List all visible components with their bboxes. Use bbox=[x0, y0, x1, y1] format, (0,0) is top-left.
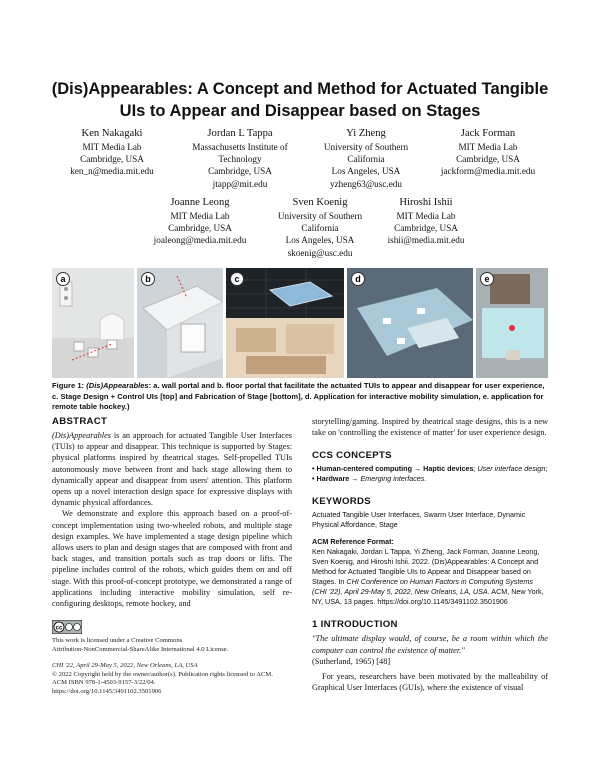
author-name: Jack Forman bbox=[460, 128, 516, 139]
left-column bbox=[52, 416, 292, 609]
teaser-figure bbox=[52, 268, 548, 378]
author-name: Joanne Leong bbox=[170, 197, 230, 208]
ccs-arrow-1: → Haptic devices bbox=[411, 464, 474, 474]
figure-panel-d bbox=[347, 268, 473, 378]
author-affiliation: University of Southern bbox=[323, 142, 409, 152]
author-block bbox=[176, 127, 304, 190]
ref-end: ACM, New York, NY, USA, 13 pages. https://doi.org/10.1145/3491102.3501906 bbox=[312, 587, 544, 607]
author-affiliation: MIT Media Lab bbox=[458, 142, 518, 152]
isbn-line: ACM ISBN 978-1-4503-9157-3/22/04. bbox=[52, 679, 156, 687]
author-location: Cambridge, USA bbox=[208, 166, 272, 177]
panel-label-e: e bbox=[480, 272, 494, 286]
author-block bbox=[428, 127, 548, 178]
author-block bbox=[260, 196, 380, 259]
author-email: jtapp@mit.edu bbox=[212, 178, 268, 189]
author-name: Sven Koenig bbox=[292, 197, 348, 208]
conference-line: CHI '22, April 29-May 5, 2022, New Orleans, LA, USA bbox=[52, 662, 198, 669]
abstract-italic: (Dis)Appearables bbox=[52, 431, 111, 440]
panel-label-b: b bbox=[141, 272, 155, 286]
author-location: Los Angeles, USA bbox=[285, 235, 355, 246]
license-line-1: This work is licensed under a Creative Commons bbox=[52, 637, 183, 644]
author-location: Cambridge, USA bbox=[168, 223, 232, 234]
caption-italic: (Dis)Appearables bbox=[86, 381, 149, 390]
author-location: Cambridge, USA bbox=[394, 223, 458, 234]
cc-badge bbox=[52, 620, 82, 634]
author-affiliation: Massachusetts Institute of bbox=[192, 142, 288, 152]
ccs-bold-2: • Hardware bbox=[312, 474, 350, 484]
caption-text: : a. wall portal and b. floor portal that facilitate the actuated TUIs to appear and disappear for user experience, c. Stage Design + Control UIs [top] and Fabrication of Stage [bottom], d. Application for interactive mobility simulation, e. application for remote table hockey.) bbox=[52, 381, 545, 412]
ccs-italic-1: ; User interface design bbox=[473, 464, 546, 474]
author-block bbox=[306, 127, 426, 190]
title-line-2: UIs to Appear and Disappear based on Stages bbox=[119, 102, 481, 120]
author-affiliation-2: California bbox=[347, 154, 385, 165]
cc-text: cc bbox=[55, 625, 63, 632]
stage-design-illustration bbox=[226, 268, 344, 378]
ccs-separator: ; bbox=[545, 464, 548, 474]
figure-panel-b bbox=[137, 268, 223, 378]
abstract-paragraph-2: We demonstrate and explore this approach based on a proof-of-concept implementation using two-wheeled robots, and multiple stage design examples. We have implemented a stage design pipeline which allows users to plan and design stages that are composed with front and back stages, and transition portals such as trap doors or lifts. The pipeline includes control of the robots, which guides them on and off stage. With this proof-of-concept prototype, we demonstrated a range of applications including interactive mobility simulation, self re-configuring desktops, remote hockey, and bbox=[52, 509, 292, 609]
panel-label-d: d bbox=[351, 272, 365, 286]
author-name: Yi Zheng bbox=[346, 128, 386, 139]
ccs-heading: CCS CONCEPTS bbox=[312, 450, 392, 462]
figure-caption bbox=[52, 381, 548, 413]
creative-commons-icon bbox=[52, 620, 82, 634]
author-email: yzheng63@usc.edu bbox=[330, 178, 402, 189]
acm-ref-heading: ACM Reference Format: bbox=[312, 537, 394, 547]
ccs-italic-2: → Emerging interfaces. bbox=[349, 474, 427, 484]
author-email: jackform@media.mit.edu bbox=[440, 166, 536, 177]
keywords-heading: KEYWORDS bbox=[312, 496, 371, 508]
author-affiliation: MIT Media Lab bbox=[170, 211, 230, 221]
doi-line: https://doi.org/10.1145/3491102.3501906 bbox=[52, 687, 162, 695]
caption-prefix: Figure 1: bbox=[52, 381, 87, 390]
introduction-heading: 1 INTRODUCTION bbox=[312, 619, 398, 631]
figure-panel-e bbox=[476, 268, 548, 378]
ccs-bold-1: • Human-centered computing bbox=[312, 464, 412, 474]
right-column bbox=[312, 416, 548, 693]
intro-paragraph: For years, researchers have been motivated by the malleability of Graphical User Interfaces (GUIs), where the existence of visual bbox=[312, 672, 548, 693]
abstract-continuation: storytelling/gaming. Inspired by theatrical stage designs, this is a new take on 'controlling the existence of matter' for user experience design. bbox=[312, 417, 548, 438]
abstract-p1-text: is an approach for actuated Tangible User Interfaces (TUIs) to appear and disappear. This technique is supported by Stages: physical platforms inspired by theatrical stages. Self-propelled TUIs autonomously move between front and back stage allowing them to dynamically appear and disappear from users' attention. This platform opens up a novel interaction design space for expressive displays with dynamic physical affordances. bbox=[52, 431, 292, 508]
acm-reference bbox=[312, 547, 548, 607]
footer-info bbox=[52, 662, 292, 696]
ref-text: Ken Nakagaki, Jordan L Tappa, Yi Zheng, Jack Forman, Joanne Leong, Sven Koenig, and Hiroshi Ishii. 2022. (Dis)Appearables: A Concept and Method for Actuated Tangible UIs to Appear and Disappear based on Stages. In bbox=[312, 547, 540, 587]
author-affiliation: MIT Media Lab bbox=[82, 142, 142, 152]
quote-source: (Sutherland, 1965) [48] bbox=[312, 656, 391, 666]
author-email: joaleong@media.mit.edu bbox=[153, 235, 247, 246]
license-line-2: Attribution-NonCommercial-ShareAlike International 4.0 License. bbox=[52, 645, 229, 653]
title-line-1: (Dis)Appearables: A Concept and Method for Actuated Tangible bbox=[51, 80, 549, 98]
ref-italic: CHI Conference on Human Factors in Computing Systems (CHI '22), April 29-May 5, 2022, New Orleans, LA, USA. bbox=[312, 577, 533, 597]
author-email: ishii@media.mit.edu bbox=[387, 235, 465, 246]
author-location: Cambridge, USA bbox=[456, 154, 520, 165]
author-affiliation: MIT Media Lab bbox=[396, 211, 456, 221]
author-name: Ken Nakagaki bbox=[81, 128, 143, 139]
intro-quote: "The ultimate display would, of course, be a room within which the computer can control the existence of matter." bbox=[312, 634, 548, 655]
mobility-simulation-illustration bbox=[347, 268, 473, 378]
author-affiliation-2: Technology bbox=[218, 154, 262, 165]
author-block bbox=[140, 196, 260, 247]
figure-panel-a bbox=[52, 268, 134, 378]
ccs-concepts bbox=[312, 464, 548, 484]
keywords-text: Actuated Tangible User Interfaces, Swarm User Interface, Dynamic Physical Affordance, Stage bbox=[312, 510, 526, 530]
author-block bbox=[52, 127, 172, 178]
figure-panel-c bbox=[226, 268, 344, 378]
license-note bbox=[52, 637, 292, 654]
author-affiliation: University of Southern bbox=[277, 211, 363, 221]
paper-title bbox=[40, 78, 560, 122]
panel-label-c: c bbox=[230, 272, 244, 286]
abstract-heading: ABSTRACT bbox=[52, 416, 108, 427]
author-email: ken_n@media.mit.edu bbox=[70, 166, 154, 177]
abstract-paragraph-1 bbox=[52, 430, 292, 508]
author-affiliation-2: California bbox=[301, 223, 339, 234]
author-name: Jordan L Tappa bbox=[207, 128, 273, 139]
copyright-line: © 2022 Copyright held by the owner/author(s). Publication rights licensed to ACM. bbox=[52, 670, 273, 678]
author-email: skoenig@usc.edu bbox=[287, 247, 353, 258]
author-location: Cambridge, USA bbox=[80, 154, 144, 165]
author-location: Los Angeles, USA bbox=[331, 166, 401, 177]
author-name: Hiroshi Ishii bbox=[399, 197, 453, 208]
panel-label-a: a bbox=[56, 272, 70, 286]
author-block bbox=[366, 196, 486, 247]
